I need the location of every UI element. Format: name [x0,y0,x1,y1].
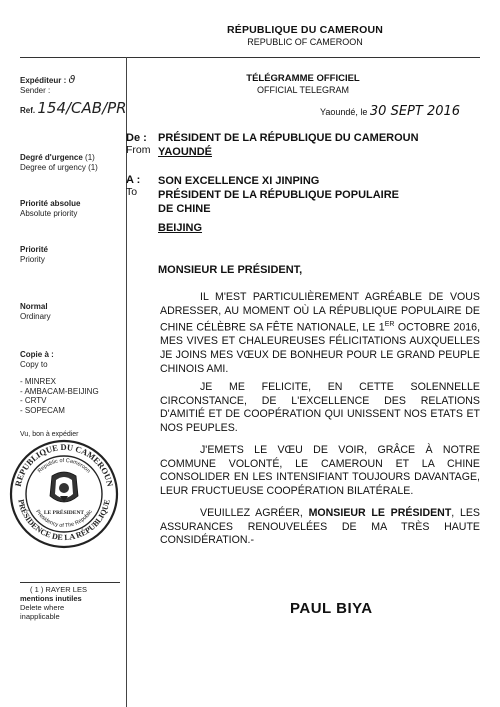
header-divider [20,57,480,58]
footnote-divider [20,582,120,583]
to-label-fr: A : [126,174,141,186]
seal-inner-bottom-text: Presidency of The Republic [34,508,94,530]
paragraph-4-text-b: , LES ASSURANCES RENOUVELÉES DE MA TRÈS HAUTE CONSIDÉRATION.- [160,507,480,547]
footnote-line3: Delete where [20,603,65,612]
copy-item-crtv: - CRTV [20,396,47,405]
from-label-en: From [126,144,151,156]
paragraph-1-superscript: ER [384,321,395,329]
copy-to-en: Copy to [20,359,48,369]
copy-item-minrex: - MINREX [20,377,56,386]
presidential-seal [8,438,120,550]
priority-en: Priority [20,254,45,264]
date-prefix: Yaoundé, le [320,107,368,117]
footnote [20,585,87,621]
republic-title-en: REPUBLIC OF CAMEROON [247,37,363,47]
from-label-fr: De : [126,132,147,144]
salutation: MONSIEUR LE PRÉSIDENT, [158,264,303,276]
footnote-line1: ( 1 ) RAYER LES [30,585,87,594]
priority-fr: Priorité [20,245,49,254]
to-recipient-line2: PRÉSIDENT DE LA RÉPUBLIQUE POPULAIRE [158,189,400,201]
reference-label: Ref. [20,106,36,115]
republic-title-fr: RÉPUBLIQUE DU CAMEROUN [226,24,384,36]
from-block [126,132,151,156]
reference-block [20,99,127,117]
to-block [126,174,140,198]
seen-note: Vu, bon à expédier [20,431,79,438]
urgency-label-en: Degree of urgency [20,162,86,172]
date-line [320,104,460,119]
sender-initials: ϑ [68,73,76,86]
paragraph-4 [160,507,480,548]
seal-emblem-icon [50,472,78,502]
sender-block [20,75,75,95]
copy-block [20,350,54,369]
from-sender: PRÉSIDENT DE LA RÉPUBLIQUE DU CAMEROUN [158,132,419,144]
paragraph-3: J'EMETS LE VŒU DE VOIR, GRÂCE À NOTRE COMMUNE VOLONTÉ, LE CAMEROUN ET LA CHINE CONSOLIDER EN LES INTENSIFIANT TOUJOURS DAVANTAGE, LEUR FRUCTUEUSE COOPÉRATION BILATÉRALE. [160,444,480,497]
paragraph-2: JE ME FELICITE, EN CETTE SOLENNELLE CIRCONSTANCE, DE L'EXCELLENCE DES RELATIONS D'AMITIÉ ET DE COOPÉRATION QUI UNISSENT NOS ETATS ET NOS PEUPLES. [160,381,480,434]
absolute-priority-fr: Priorité absolue [20,199,81,208]
paragraph-1-text-b: OCTOBRE 2016, MES VIVES ET CHALEUREUSES FÉLICITATIONS AUXQUELLES JE JOINS MES VŒUX DE BONHEUR POUR LE GRAND PEUPLE CHINOIS AMI. [160,321,481,375]
copy-to-fr: Copie à : [20,350,54,359]
reference-number: 154/CAB/PR [37,99,127,117]
seal-inner-top-text: Republic of Cameroon [36,457,92,475]
urgency-note-en: (1) [88,162,98,172]
telegram-title-en: OFFICIAL TELEGRAM [256,85,350,95]
copy-list [20,377,99,415]
sender-label-fr: Expéditeur : [20,76,67,85]
from-city: YAOUNDÉ [158,146,212,158]
seal-outer-bottom-text: PRÉSIDENCE DE LA RÉPUBLIQUE [16,498,112,543]
footnote-line4: inapplicable [20,612,60,621]
to-recipient-line3: DE CHINE [158,203,211,215]
footnote-line2: mentions inutiles [20,594,82,603]
to-recipient-line1: SON EXCELLENCE XI JINPING [158,175,320,187]
date-value: 30 SEPT 2016 [369,104,461,119]
seal-center-text: LE PRÉSIDENT [43,510,85,516]
paragraph-1 [160,291,480,376]
sender-label-en: Sender : [20,85,51,95]
paragraph-4-text-a: VEUILLEZ AGRÉER, [200,507,309,519]
seal-outer-top-text: REPUBLIQUE DU CAMEROUN [12,441,116,488]
priority-block [20,245,48,264]
urgency-label-fr: Degré d'urgence [20,153,83,162]
normal-en: Ordinary [20,311,51,321]
telegram-title-fr: TÉLÉGRAMME OFFICIEL [246,73,360,84]
to-city: BEIJING [158,222,203,234]
absolute-priority-block [20,199,80,218]
paragraph-4-bold: MONSIEUR LE PRÉSIDENT [308,507,452,519]
normal-block [20,302,51,321]
normal-fr: Normal [20,302,48,311]
urgency-note-fr: (1) [85,153,95,162]
absolute-priority-en: Absolute priority [20,208,78,218]
urgency-block [20,153,98,172]
paragraph-1-text-a: IL M'EST PARTICULIÈREMENT AGRÉABLE DE VOUS ADRESSER, AU MOMENT OÙ LA RÉPUBLIQUE POPULAIRE DE CHINE CÉLÈBRE SA FÊTE NATIONALE, LE 1 [160,291,480,334]
signature-name: PAUL BIYA [290,600,373,617]
copy-item-sopecam: - SOPECAM [20,405,65,415]
to-recipient [158,174,399,216]
copy-item-ambacam: - AMBACAM-BEIJING [20,386,99,396]
to-label-en: To [126,186,138,198]
